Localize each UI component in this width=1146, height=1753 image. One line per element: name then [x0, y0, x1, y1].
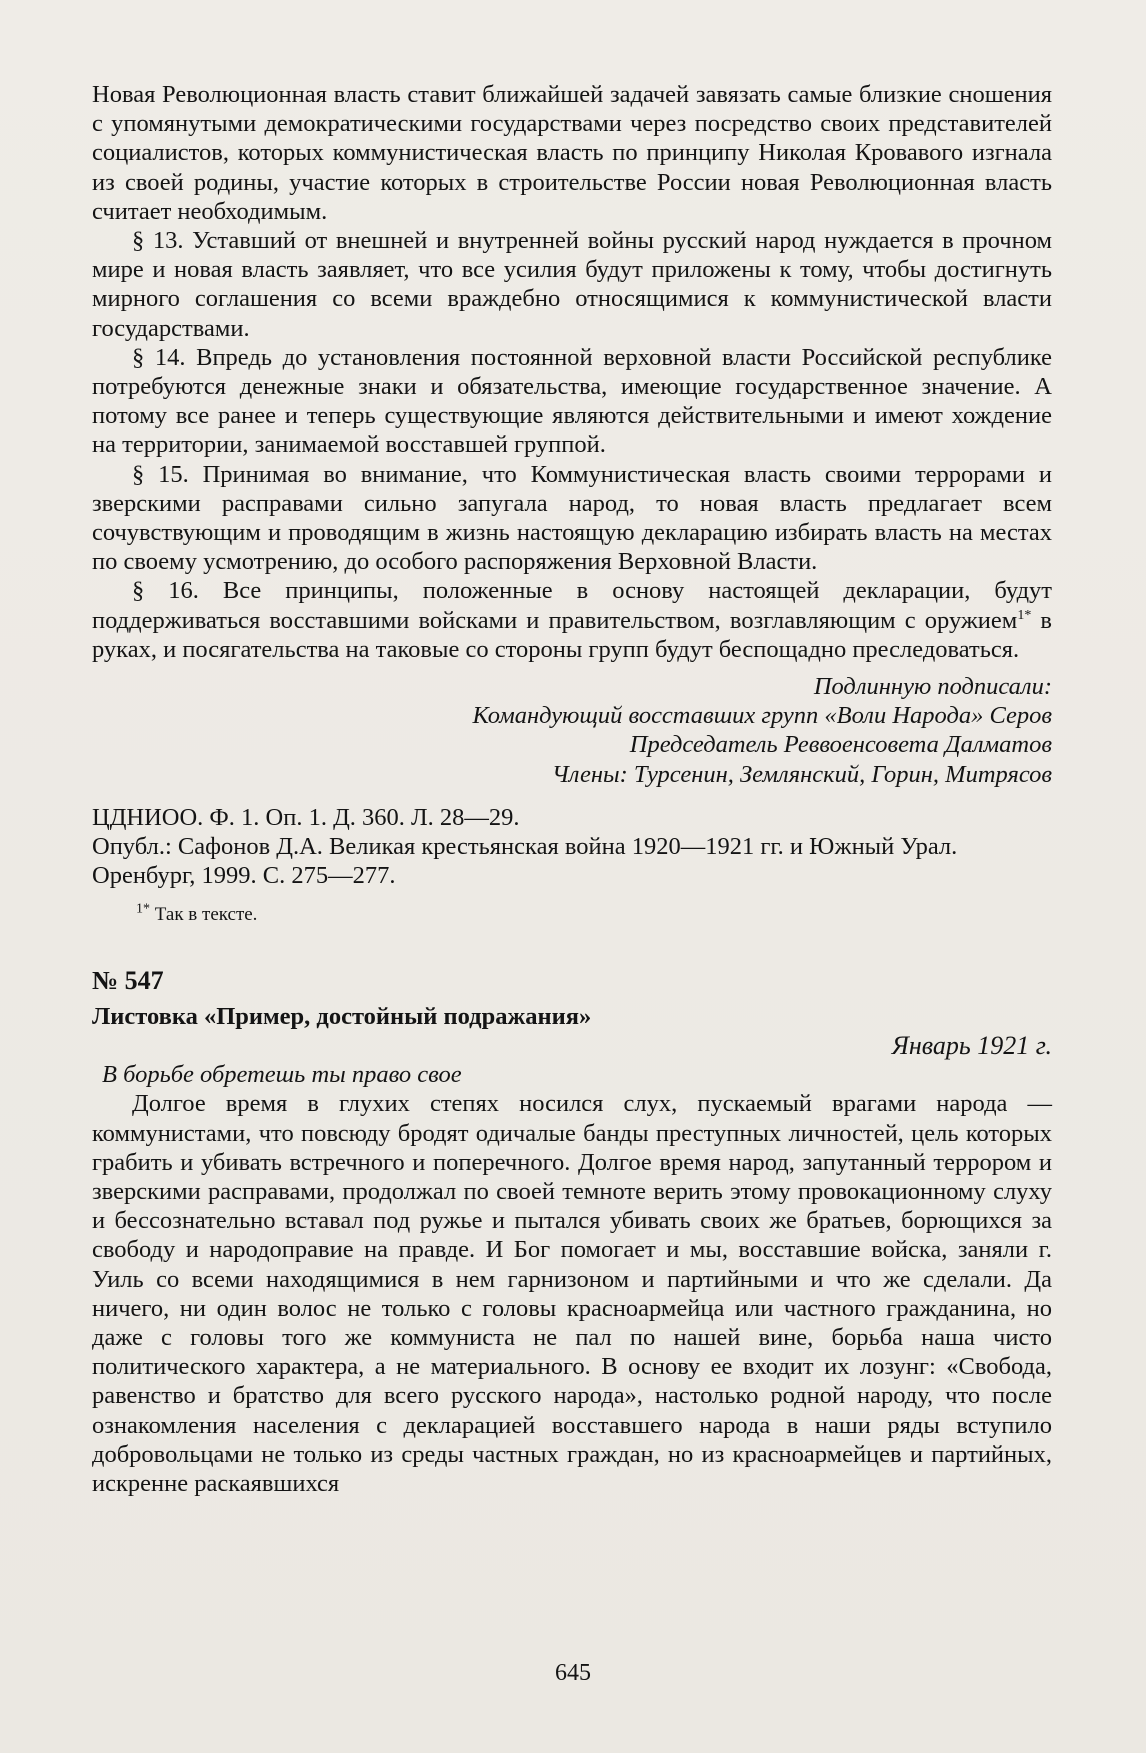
archive-reference: ЦДНИОО. Ф. 1. Оп. 1. Д. 360. Л. 28—29. — [92, 803, 520, 831]
page-number: 645 — [555, 1660, 591, 1686]
signature-members: Члены: Турсенин, Землянский, Горин, Митрясов — [551, 760, 1052, 788]
section-16-text-start: § 16. Все принципы, положенные в основу настоящей декларации, будут поддерживаться восставшими войсками и правительством, возглавляющим с оружием — [92, 577, 1052, 634]
paragraph-section-14: § 14. Впредь до установления постоянной верховной власти Российской республике потребуются денежные знаки и обязательства, имеющие государственное значение. А потому все ранее и теперь существующие являются действительными и имеют хождение на территории, занимаемой восставшей группой. — [92, 343, 1052, 459]
paragraph-declaration-intro: Новая Революционная власть ставит ближайшей задачей завязать самые близкие сношения с упомянутыми демократическими государствами через посредство своих представителей социалистов, которых коммунистическая власть по принципу Николая Кровавого изгнала из своей родины, участие которых в строительстве России новая Революционная власть считает необходимым. — [92, 81, 1052, 225]
publication-reference: Опубл.: Сафонов Д.А. Великая крестьянская война 1920—1921 гг. и Южный Урал. Оренбург, 1999. С. 275—277. — [92, 833, 958, 890]
document-title: Листовка «Пример, достойный подражания» — [92, 1002, 592, 1030]
footnote-reference-mark: 1* — [1017, 607, 1032, 623]
signature-commander: Командующий восставших групп «Воли Народа» Серов — [472, 702, 1052, 730]
signature-heading: Подлинную подписали: — [813, 673, 1052, 701]
signature-chairman: Председатель Реввоенсовета Далматов — [629, 731, 1052, 759]
document-number: № 547 — [92, 966, 164, 996]
footnote — [136, 904, 1052, 926]
paragraph-section-13: § 13. Уставший от внешней и внутренней войны русский народ нуждается в прочном мире и новая власть заявляет, что все усилия будут приложены к тому, чтобы достигнуть мирного соглашения со всеми враждебно относящимися к коммунистической власти государствами. — [92, 227, 1052, 342]
paragraph-section-16 — [92, 576, 1052, 664]
document-epigraph: В борьбе обретешь ты право свое — [102, 1061, 462, 1089]
footnote-text: Так в тексте. — [150, 904, 258, 926]
footnote-mark: 1* — [136, 902, 150, 918]
page-content — [92, 80, 1052, 1498]
paragraph-section-15: § 15. Принимая во внимание, что Коммунистическая власть своими террорами и зверскими расправами сильно запугала народ, то новая власть предлагает всем сочувствующим и проводящим в жизнь настоящую декларацию избирать власть на местах по своему усмотрению, до особого распоряжения Верховной Власти. — [92, 460, 1052, 576]
section-16-text-end: в руках, и посягательства на таковые со стороны групп будут беспощадно преследоваться. — [92, 606, 1052, 663]
document-body: Долгое время в глухих степях носился слух, пускаемый врагами народа — коммунистами, что повсюду бродят одичалые банды преступных личностей, цель которых грабить и убивать встречного и поперечного. Долгое время народ, запутанный террором и зверскими расправами, продолжал по своей темноте верить этому провокационному слуху и бессознательно вставал под ружье и пытался убивать своих же братьев, борющихся за свободу и народоправие на правде. И Бог помогает и мы, восставшие войска, заняли г. Уиль со всеми находящимися в нем гарнизоном и партийными и что же сделали. Да ничего, ни один волос не только с головы красноармейца или частного гражданина, но даже с головы того же коммуниста не пал по нашей вине, борьба наша чисто политического характера, а не материального. В основу ее входит их лозунг: «Свобода, равенство и братство для всего русского народа», настолько родной народу, что после ознакомления населения с декларацией восставшего народа в наши ряды вступило добровольцами не только из среды частных граждан, но из красноармейцев и партийных, искренне раскаявшихся — [92, 1090, 1052, 1497]
document-date: Январь 1921 г. — [891, 1030, 1052, 1060]
